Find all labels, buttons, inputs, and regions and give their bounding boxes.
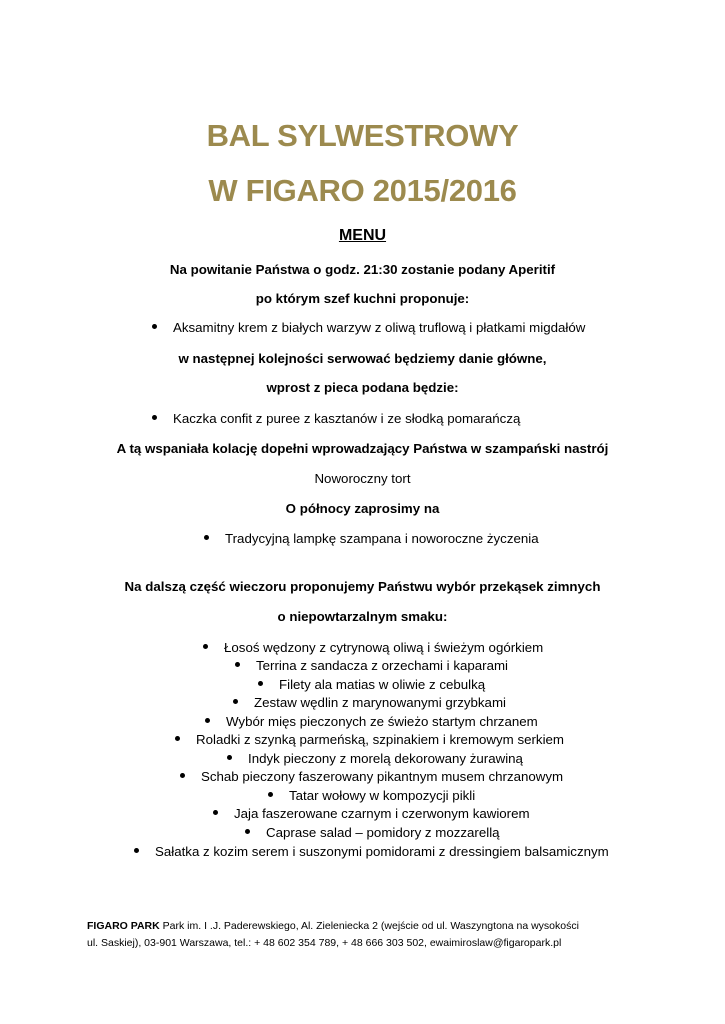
main-dish-item — [152, 410, 520, 428]
cold-item-text: Sałatka z kozim serem i suszonymi pomidorami z dressingiem balsamicznym — [155, 844, 609, 859]
bullet-icon — [204, 535, 209, 540]
dessert-item: Noworoczny tort — [314, 471, 411, 486]
midnight-item-text: Tradycyjną lampkę szampana i noworoczne życzenia — [225, 531, 539, 546]
bullet-icon — [134, 848, 139, 853]
bullet-icon — [235, 662, 240, 667]
cold-intro-line-1: Na dalszą część wieczoru proponujemy Państwu wybór przekąsek zimnych — [124, 579, 601, 594]
cold-item — [235, 657, 508, 675]
cold-item-text: Tatar wołowy w kompozycji pikli — [289, 788, 476, 803]
menu-heading: MENU — [338, 227, 387, 244]
bullet-icon — [175, 736, 180, 741]
footer-line-2: ul. Saskiej), 03-901 Warszawa, tel.: + 48 602 354 789, + 48 666 303 502, ewaimiroslaw@figaropark.pl — [87, 937, 562, 949]
bullet-icon — [245, 829, 250, 834]
intro-line-1: Na powitanie Państwa o godz. 21:30 zostanie podany Aperitif — [169, 262, 556, 277]
bullet-icon — [205, 718, 210, 723]
cold-item-text: Caprase salad – pomidory z mozzarellą — [266, 825, 500, 840]
main-dish-text: Kaczka confit z puree z kasztanów i ze słodką pomarańczą — [173, 411, 521, 426]
cold-item — [175, 731, 564, 749]
dessert-intro: A tą wspaniała kolację dopełni wprowadzający Państwa w szampański nastrój — [116, 441, 609, 456]
cold-item-text: Jaja faszerowane czarnym i czerwonym kawiorem — [234, 806, 530, 821]
cold-item — [227, 750, 523, 768]
footer-address: Park im. I .J. Paderewskiego, Al. Zieleniecka 2 (wejście od ul. Waszyngtona na wysokości — [159, 920, 579, 932]
bullet-icon — [268, 792, 273, 797]
bullet-icon — [227, 755, 232, 760]
midnight-item — [204, 530, 539, 548]
cold-intro-line-2: o niepowtarzalnym smaku: — [277, 609, 448, 624]
footer-line-1 — [87, 918, 647, 935]
footer — [87, 918, 647, 952]
cold-item — [203, 639, 543, 657]
cold-item — [134, 843, 609, 861]
cold-item-text: Wybór mięs pieczonych ze świeżo startym chrzanem — [226, 714, 538, 729]
cold-item-text: Indyk pieczony z morelą dekorowany żurawiną — [248, 751, 523, 766]
cold-item-text: Filety ala matias w oliwie z cebulką — [279, 677, 486, 692]
starter-item — [152, 319, 585, 337]
bullet-icon — [258, 681, 263, 686]
cold-item-text: Terrina z sandacza z orzechami i kaparami — [256, 658, 509, 673]
starter-text: Aksamitny krem z białych warzyw z oliwą truflową i płatkami migdałów — [173, 320, 586, 335]
cold-item — [245, 824, 500, 842]
midnight-intro: O północy zaprosimy na — [285, 501, 440, 516]
cold-item-text: Roladki z szynką parmeńską, szpinakiem i kremowym serkiem — [196, 732, 564, 747]
page-title-line-2: W FIGARO 2015/2016 — [208, 173, 517, 208]
bullet-icon — [213, 810, 218, 815]
main-intro-line-2: wprost z pieca podana będzie: — [266, 380, 459, 395]
bullet-icon — [152, 324, 157, 329]
cold-item — [258, 676, 485, 694]
bullet-icon — [203, 644, 208, 649]
cold-item-text: Schab pieczony faszerowany pikantnym musem chrzanowym — [201, 769, 564, 784]
cold-item-text: Łosoś wędzony z cytrynową oliwą i świeżym ogórkiem — [224, 640, 544, 655]
cold-item — [233, 694, 506, 712]
main-intro-line-1: w następnej kolejności serwować będziemy danie główne, — [178, 351, 547, 366]
page-title-line-1: BAL SYLWESTROWY — [206, 118, 519, 153]
bullet-icon — [233, 699, 238, 704]
bullet-icon — [152, 415, 157, 420]
footer-brand: FIGARO PARK — [87, 920, 160, 932]
cold-item — [205, 713, 538, 731]
cold-item — [268, 787, 475, 805]
cold-item — [213, 805, 530, 823]
cold-item-text: Zestaw wędlin z marynowanymi grzybkami — [254, 695, 506, 710]
bullet-icon — [180, 773, 185, 778]
intro-line-2: po którym szef kuchni proponuje: — [255, 291, 470, 306]
cold-item — [180, 768, 563, 786]
